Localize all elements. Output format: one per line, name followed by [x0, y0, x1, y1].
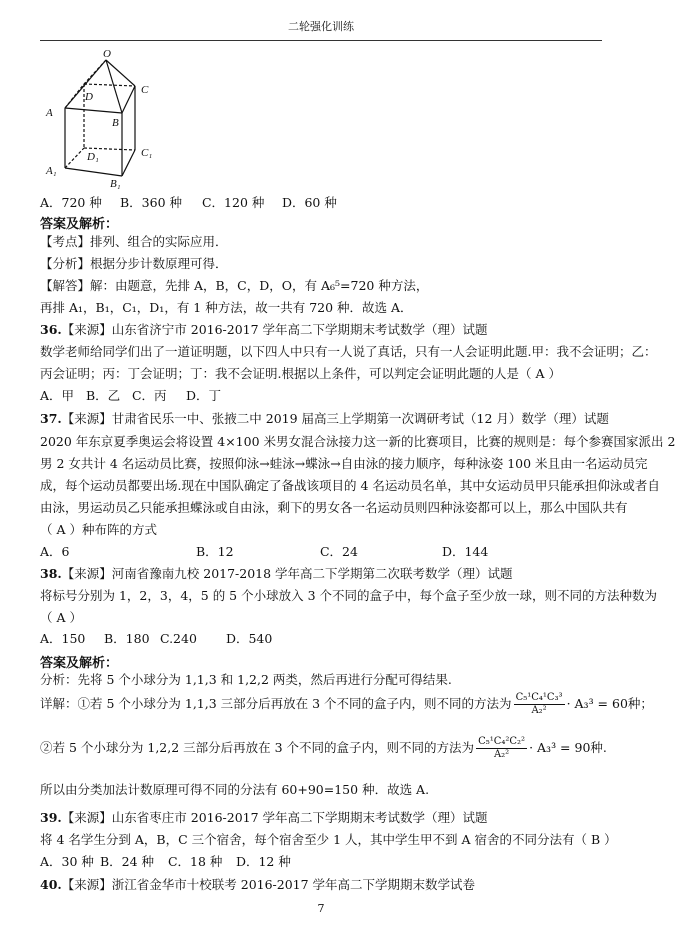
label-a1: A₁	[46, 165, 57, 177]
q35-jieda-2: 再排 A₁，B₁，C₁，D₁，有 1 种方法，故一共有 720 种．故选 A．	[40, 300, 413, 315]
q40-source	[40, 875, 612, 893]
q40-number: 40.	[40, 877, 62, 892]
q37-body-3: 成，每个运动员都要出场.现在中国队确定了备战该项目的 4 名运动员名单，其中女运动员甲只能承担仰泳或者自	[40, 478, 660, 493]
q35-options	[40, 193, 612, 211]
q38-detail-1-text: 详解：①若 5 个小球分为 1,1,3 三部分后再放在 3 个不同的盒子内，则不同的方法为	[40, 696, 512, 711]
q36-body-1: 数学老师给同学们出了一道证明题，以下四人中只有一人说了真话，只有一人会证明此题.甲：我不会证明；乙：	[40, 344, 657, 359]
q39-options	[40, 852, 612, 870]
q38-source-text: 河南省豫南九校 2017-2018 学年高二下学期第二次联考数学（理）试题	[111, 566, 513, 581]
label-b: B	[112, 117, 119, 129]
q37-option-c: C．24	[319, 544, 358, 559]
q37-option-a: A．6	[40, 544, 70, 559]
q38-detail-2-denominator: A₂²	[493, 749, 510, 760]
q35-option-b: B．360 种	[119, 195, 183, 210]
q35-jieda-1: 【解答】解：由题意，先排 A，B，C，D，O，有 A₆⁵=720 种方法，	[40, 278, 429, 293]
q37-body-5: （ A ）种布阵的方式	[40, 522, 157, 537]
q38-detail-2-text: ②若 5 个小球分为 1,2,2 三部分后再放在 3 个不同的盒子内，则不同的方法为	[40, 740, 475, 755]
q38-detail-1-denominator: A₂²	[531, 705, 547, 716]
q38-detail-2-fraction	[476, 736, 527, 761]
label-b1: B₁	[110, 178, 121, 190]
q37-body-4: 由泳，男运动员乙只能承担蝶泳或自由泳，剩下的男女各一名运动员则四种泳姿都可以上，那么中国队共有	[40, 500, 628, 515]
q38-answer-title: 答案及解析：	[40, 656, 119, 671]
q37-body-1: 2020 年东京夏季奥运会将设置 4×100 米男女混合泳接力这一新的比赛项目，比赛的规则是：每个参赛国家派出 2	[40, 434, 675, 449]
label-o: O	[103, 48, 111, 60]
q39-option-a: A．30 种	[40, 854, 94, 869]
q36-source	[40, 320, 612, 338]
q38-detail-1-fraction	[514, 692, 565, 717]
q38-detail-2-result: · A₃³ = 90种.	[529, 740, 607, 755]
q35-kaodian: 【考点】排列、组合的实际应用．	[40, 234, 228, 249]
q39-body-1: 将 4 名学生分到 A，B，C 三个宿舍，每个宿舍至少 1 人，其中学生甲不到 A 宿舍的不同分法有（ B ）	[40, 832, 617, 847]
q35-fenxi: 【分析】根据分步计数原理可得．	[40, 256, 228, 271]
label-c: C	[141, 84, 149, 96]
q38-option-b: B．180	[103, 631, 150, 646]
q37-number: 37.	[40, 411, 62, 426]
q39-source-text: 山东省枣庄市 2016-2017 学年高二下学期期末考试数学（理）试题	[111, 810, 488, 825]
q38-detail-1-result: · A₃³ = 60种；	[566, 696, 653, 711]
q39-source-tag: 【来源】	[61, 810, 112, 825]
q36-number: 36.	[40, 322, 62, 337]
q37-options	[40, 542, 612, 560]
q38-detail-1-numerator: C₅¹C₄¹C₃³	[515, 692, 563, 703]
q36-source-tag: 【来源】	[61, 322, 112, 337]
q39-option-b: B．24 种	[99, 854, 155, 869]
label-a: A	[46, 107, 53, 119]
q39-source	[40, 808, 612, 826]
prism-pyramid-figure	[40, 48, 170, 188]
q35-option-c: C．120 种	[201, 195, 265, 210]
q35-option-d: D．60 种	[281, 195, 337, 210]
q37-source-tag: 【来源】	[61, 411, 112, 426]
q38-detail-2	[40, 736, 612, 761]
q36-option-a: A．甲	[40, 388, 75, 403]
q39-option-c: C．18 种	[167, 854, 223, 869]
q39-option-d: D．12 种	[235, 854, 291, 869]
q38-number: 38.	[40, 566, 62, 581]
q37-option-b: B．12	[195, 544, 234, 559]
page-number: 7	[317, 902, 325, 915]
q38-source-tag: 【来源】	[61, 566, 112, 581]
q38-option-d: D．540	[225, 631, 273, 646]
q38-detail-1	[40, 692, 653, 717]
q38-option-c: C.240	[159, 631, 197, 646]
q36-option-b: B．乙	[85, 388, 121, 403]
q40-source-text: 浙江省金华市十校联考 2016-2017 学年高二下学期期末数学试卷	[111, 877, 476, 892]
q38-body-1: 将标号分别为 1，2，3，4，5 的 5 个小球放入 3 个不同的盒子中，每个盒子至少放一球，则不同的方法种数为	[40, 588, 658, 603]
q38-fenxi: 分析：先将 5 个小球分为 1,1,3 和 1,2,2 两类，然后再进行分配可得结果.	[40, 672, 452, 687]
q37-option-d: D．144	[441, 544, 489, 559]
q37-source-text: 甘肃省民乐一中、张掖二中 2019 届高三上学期第一次调研考试（12 月）数学（理）试题	[111, 411, 609, 426]
q38-detail-2-numerator: C₅¹C₄²C₂²	[478, 736, 526, 747]
label-d: D	[85, 91, 93, 103]
q36-body-2: 丙会证明；丙：丁会证明；丁：我不会证明.根据以上条件，可以判定会证明此题的人是（ A ）	[40, 366, 561, 381]
q36-options	[40, 386, 612, 404]
q40-source-tag: 【来源】	[61, 877, 112, 892]
q38-conclusion: 所以由分类加法计数原理可得不同的分法有 60+90=150 种．故选 A.	[40, 782, 430, 797]
q36-option-d: D．丁	[185, 388, 221, 403]
q38-options	[40, 629, 612, 647]
label-c1: C₁	[141, 147, 153, 159]
page-header: 二轮强化训练	[40, 18, 602, 41]
q38-source	[40, 564, 612, 582]
q36-source-text: 山东省济宁市 2016-2017 学年高二下学期期末考试数学（理）试题	[111, 322, 488, 337]
q38-body-2: （ A ）	[40, 610, 82, 625]
q35-answer-title: 答案及解析：	[40, 217, 119, 232]
q38-option-a: A．150	[40, 631, 86, 646]
q37-source	[40, 409, 612, 427]
q39-number: 39.	[40, 810, 62, 825]
q37-body-2: 男 2 女共计 4 名运动员比赛，按照仰泳→蛙泳→蝶泳→自由泳的接力顺序，每种泳姿 100 米且由一名运动员完	[40, 456, 648, 471]
q36-option-c: C．丙	[131, 388, 167, 403]
label-d1: D₁	[87, 151, 99, 163]
q35-option-a: A．720 种	[40, 195, 102, 210]
